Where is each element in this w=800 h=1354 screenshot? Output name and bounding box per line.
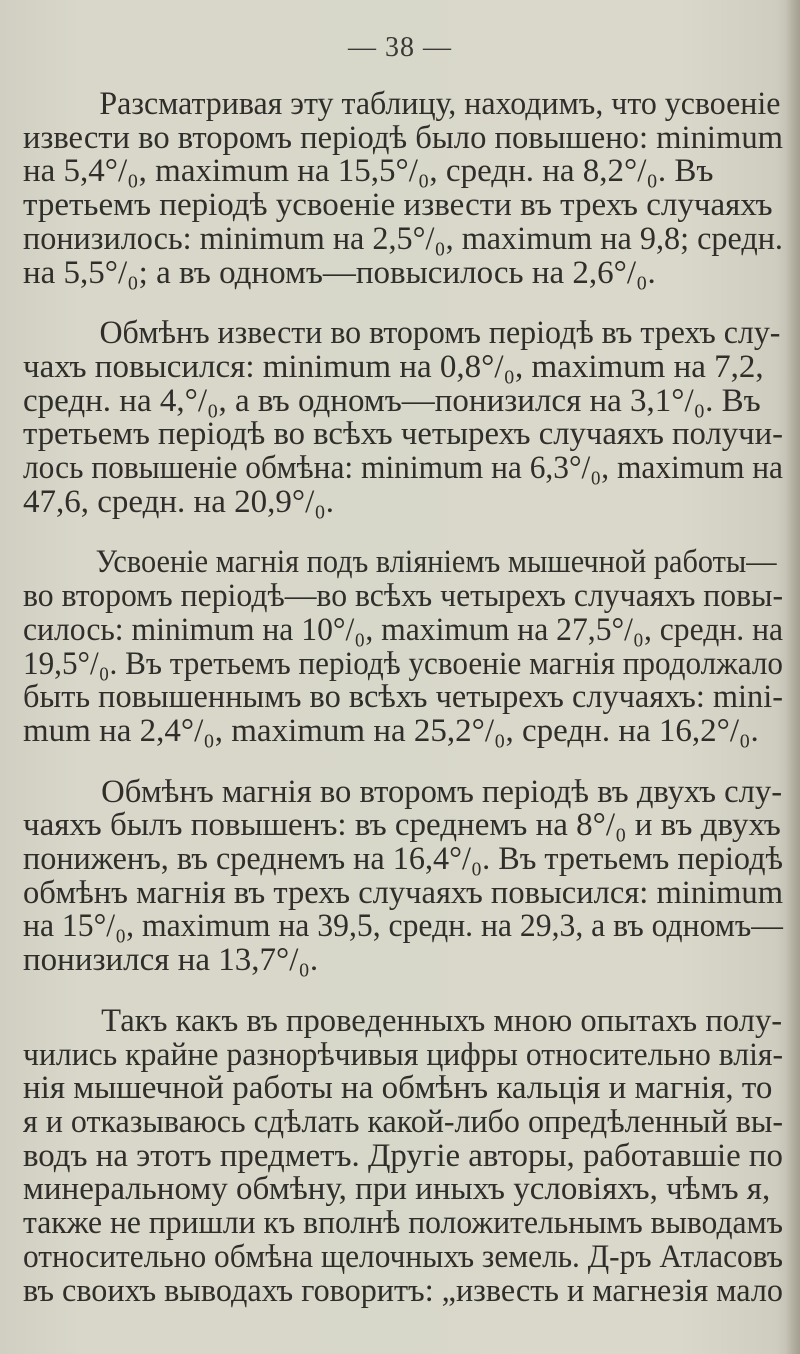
page-number: — 38 — — [348, 32, 452, 63]
text-line: 19,5°/₀. Въ третьемъ періодѣ усвоеніе магнія продолжало — [23, 645, 783, 682]
text-line: извести во второмъ періодѣ было повышено: minimum — [23, 119, 784, 156]
paragraph-conclusion — [23, 1002, 784, 1309]
text-line: Разсматривая эту таблицу, находимъ, что усвоеніе — [99, 86, 781, 122]
text-line: минеральному обмѣну, при иныхъ условіяхъ, чѣмъ я, — [23, 1171, 771, 1208]
paragraph-magnesium-exchange — [23, 773, 784, 979]
text-line: Обмѣнъ извести во второмъ періодѣ въ трехъ слу- — [99, 315, 781, 352]
text-line: пониженъ, въ среднемъ на 16,4°/₀. Въ третьемъ періодѣ — [23, 841, 783, 878]
text-line: на 15°/₀, maximum на 39,5, средн. на 29,3, а въ одномъ— — [23, 908, 783, 945]
text-line: лось повышеніе обмѣна: minimum на 6,3°/₀, maximum на — [23, 450, 784, 487]
text-line: водъ на этотъ предметъ. Другіе авторы, работавшіе по — [23, 1137, 783, 1174]
text-line: во второмъ періодѣ—во всѣхъ четырехъ случаяхъ повы- — [23, 578, 784, 615]
text-line: относительно обмѣна щелочныхъ земель. Д-ръ Атласовъ — [23, 1238, 784, 1275]
text-line: понизился на 13,7°/₀. — [23, 942, 319, 979]
text-body — [23, 88, 783, 1335]
text-line: быть повышеннымъ во всѣхъ четырехъ случаяхъ: mini- — [23, 679, 783, 716]
text-line: на 5,4°/₀, maximum на 15,5°/₀, средн. на 8,2°/₀. Въ — [23, 153, 714, 190]
paragraph-calcium-absorption — [23, 88, 783, 290]
text-line: третьемъ періодѣ усвоеніе извести въ трехъ случаяхъ — [23, 187, 773, 224]
page-edge-shadow — [786, 0, 800, 1354]
text-line: 47,6, средн. на 20,9°/₀. — [23, 483, 334, 520]
text-line: Обмѣнъ магнія во второмъ періодѣ въ двухъ слу- — [101, 773, 783, 810]
text-line: mum на 2,4°/₀, maximum на 25,2°/₀, средн. на 16,2°/₀. — [23, 712, 759, 749]
text-line: чаяхъ былъ повышенъ: въ среднемъ на 8°/₀ и въ двухъ — [23, 807, 781, 844]
text-line: на 5,5°/₀; а въ одномъ—повысилось на 2,6°/₀. — [23, 254, 656, 291]
text-line: средн. на 4,°/₀, а въ одномъ—понизился на 3,1°/₀. Въ — [23, 382, 761, 419]
text-line: чахъ повысился: minimum на 0,8°/₀, maximum на 7,2, — [23, 348, 764, 385]
text-line: Усвоеніе магнія подъ вліяніемъ мышечной работы— — [95, 544, 777, 581]
text-line: чились крайне разнорѣчивыя цифры относительно влія- — [23, 1036, 784, 1073]
paragraph-magnesium-absorption — [23, 546, 783, 748]
text-line: въ своихъ выводахъ говоритъ: „известь и магнезія мало — [23, 1272, 784, 1309]
text-line: третьемъ періодѣ во всѣхъ четырехъ случаяхъ получи- — [23, 416, 783, 453]
text-line: обмѣнъ магнія въ трехъ случаяхъ повысился: minimum — [23, 874, 784, 911]
text-line: также не пришли къ вполнѣ положительнымъ выводамъ — [23, 1205, 783, 1242]
text-line: Такъ какъ въ проведенныхъ мною опытахъ полу- — [101, 1002, 783, 1039]
text-line: понизилось: minimum на 2,5°/₀, maximum на 9,8; средн. — [23, 220, 783, 257]
text-line: силось: minimum на 10°/₀, maximum на 27,5°/₀, средн. на — [23, 611, 784, 648]
text-line: нія мышечной работы на обмѣнъ кальція и магнія, то — [23, 1070, 773, 1107]
paragraph-calcium-exchange — [23, 317, 783, 519]
text-line: я и отказываюсь сдѣлать какой-либо опредѣленный вы- — [23, 1103, 784, 1140]
